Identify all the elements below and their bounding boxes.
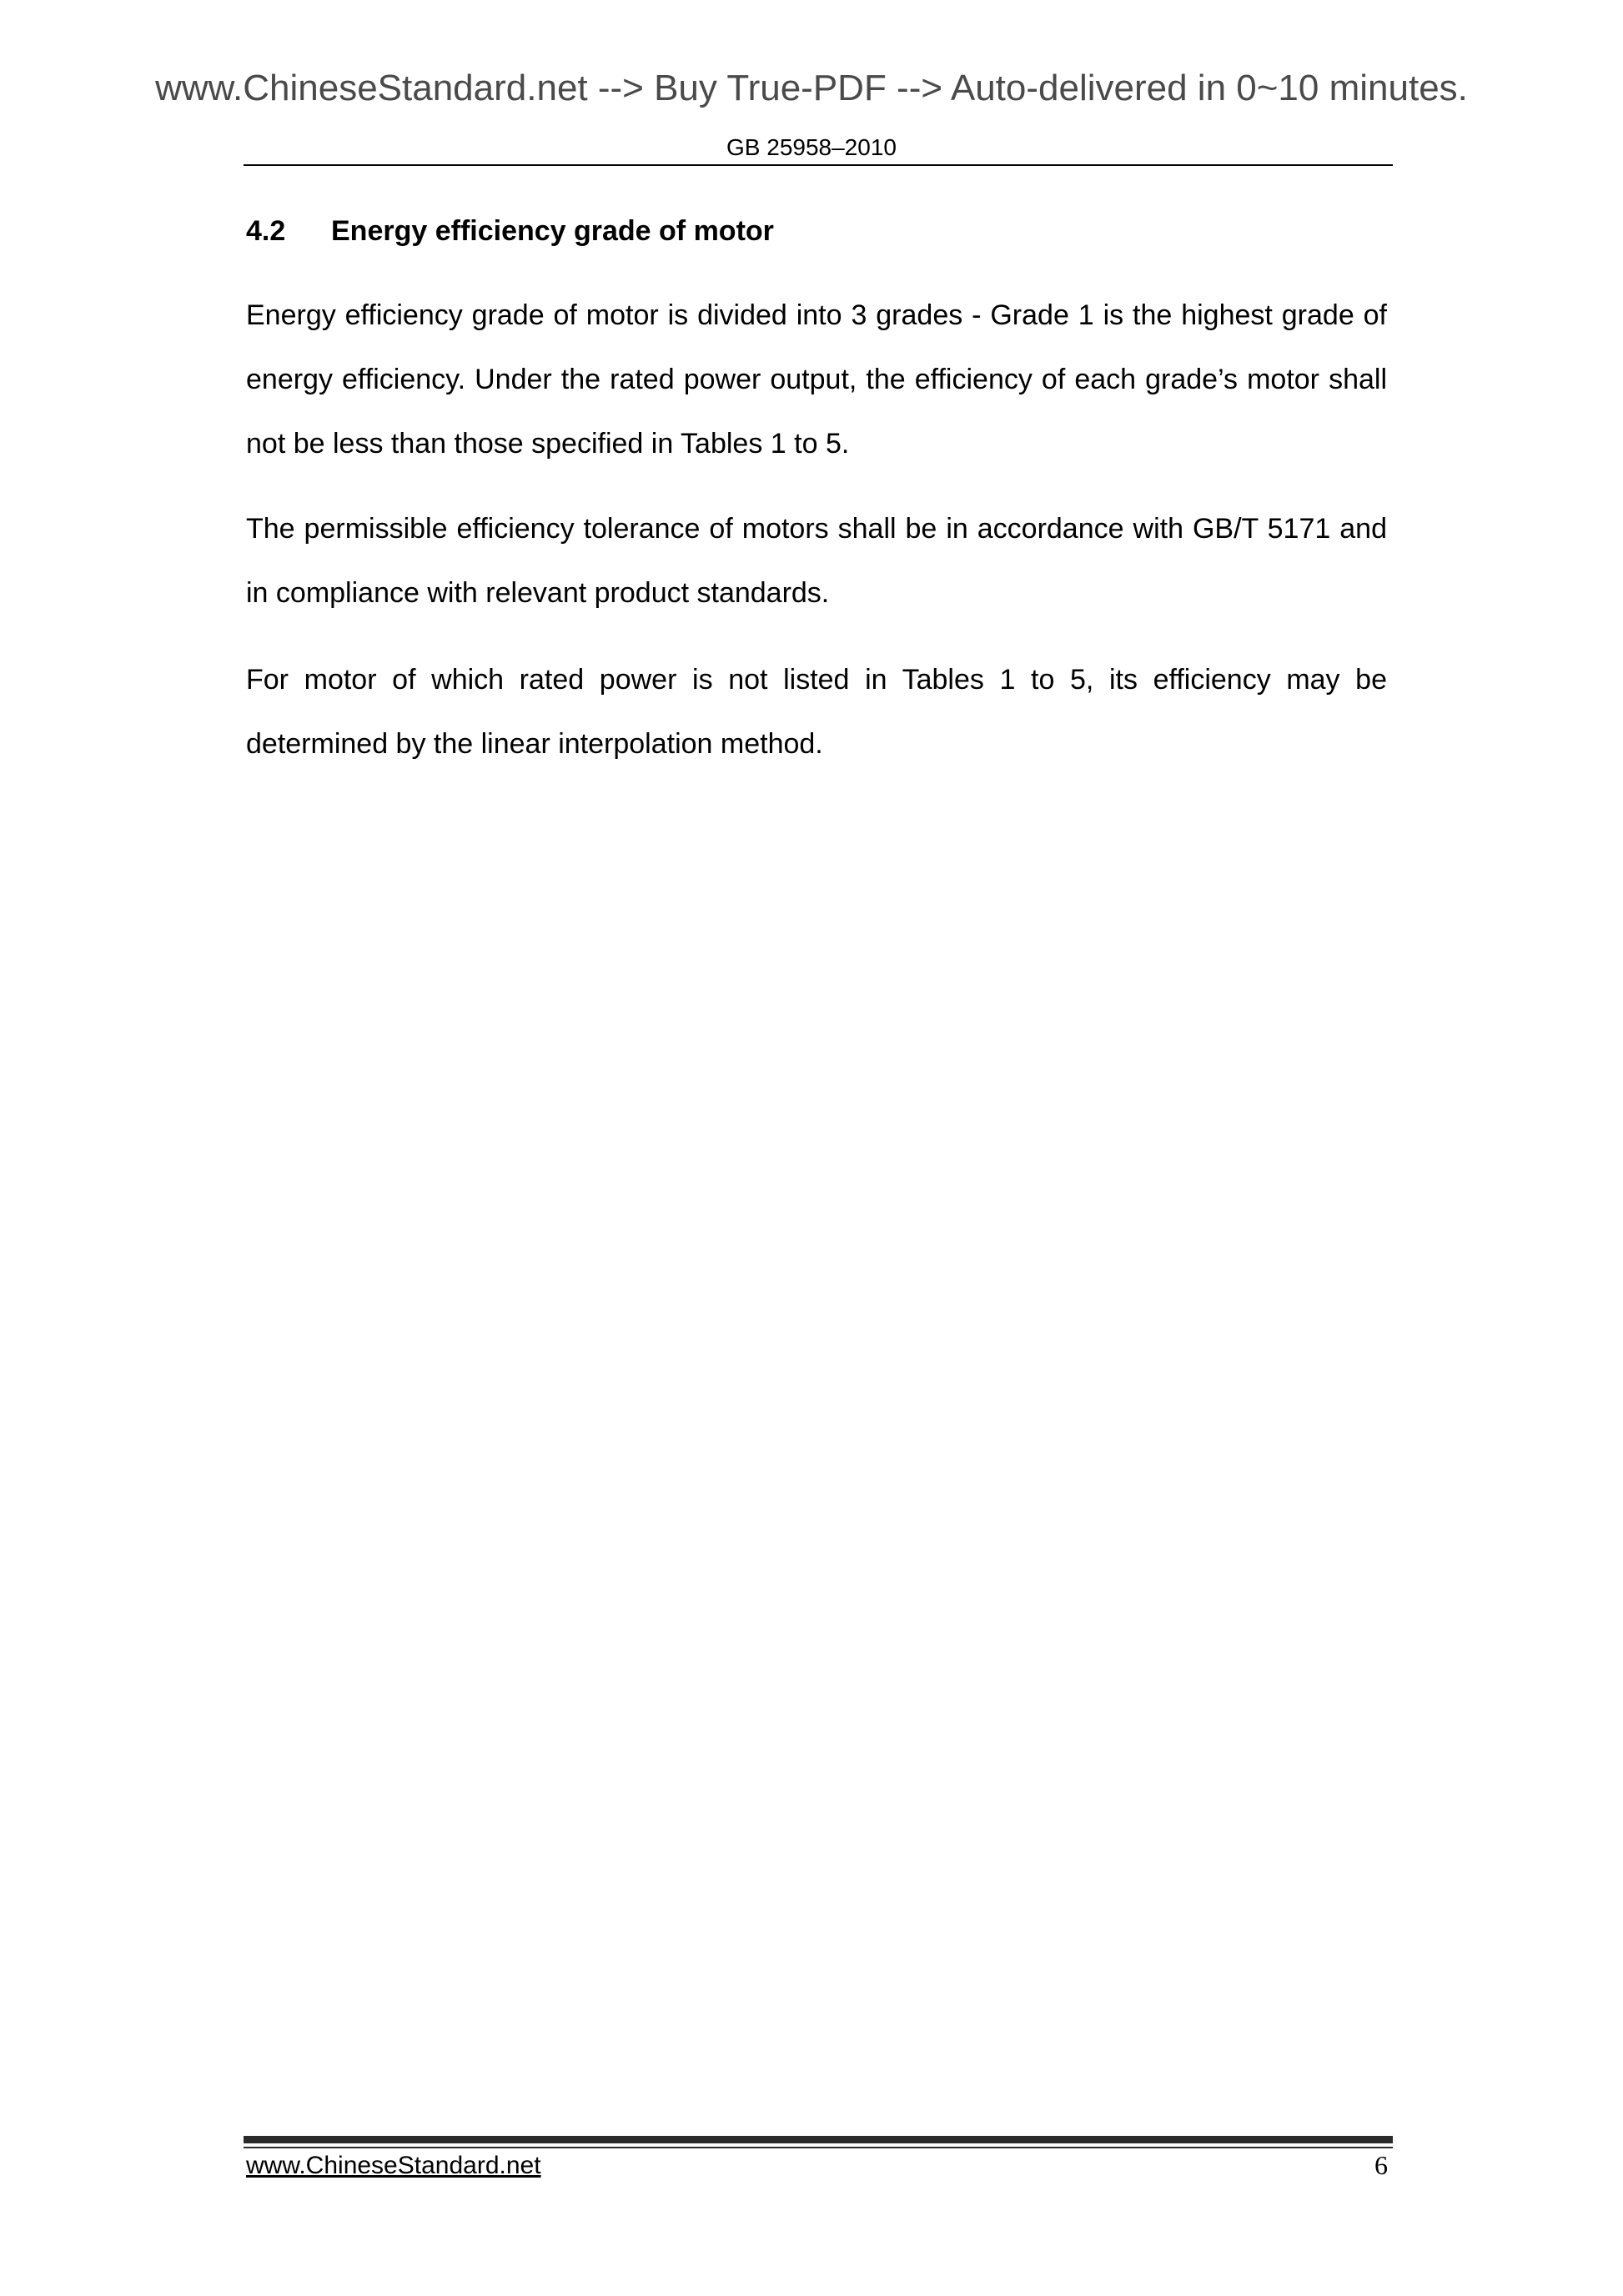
section-number: 4.2 [246,215,286,247]
footer-divider-thick [244,2136,1393,2143]
document-code: GB 25958–2010 [726,134,897,160]
paragraph-grades: Energy efficiency grade of motor is divided into 3 grades - Grade 1 is the highest grade of energy efficiency. Under the rated power output, the efficiency of each grade’s motor shall not be less than those specified in Tables 1 to 5. [246,299,1387,460]
header-divider [244,164,1393,166]
paragraph-interpolation: For motor of which rated power is not listed in Tables 1 to 5, its efficiency may be determined by the linear interpolation method. [246,664,1387,760]
section-heading [246,214,774,249]
top-banner[interactable]: www.ChineseStandard.net --> Buy True-PDF --> Auto-delivered in 0~10 minutes. [155,68,1468,108]
footer-website-link[interactable]: www.ChineseStandard.net [246,2152,541,2179]
page-number: 6 [1374,2150,1388,2180]
footer-divider-thin [244,2147,1393,2148]
section-title: Energy efficiency grade of motor [331,215,774,247]
paragraph-tolerance: The permissible efficiency tolerance of motors shall be in accordance with GB/T 5171 and in compliance with relevant product standards. [246,513,1387,609]
